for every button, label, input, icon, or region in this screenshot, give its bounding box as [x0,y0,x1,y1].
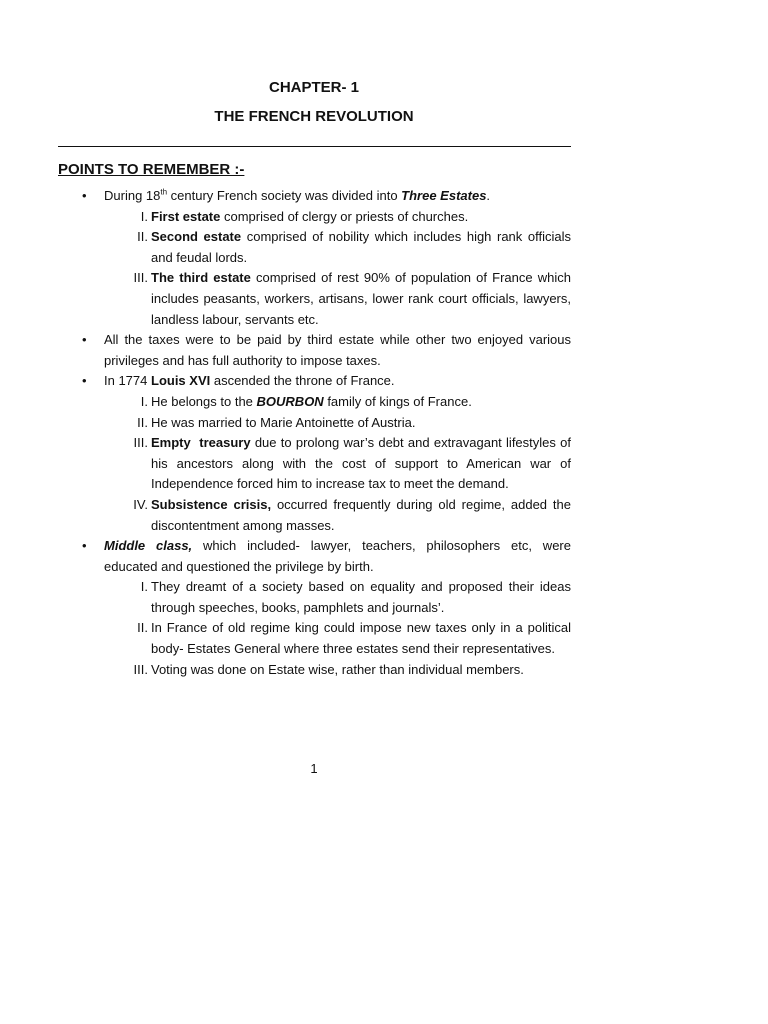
points-list [58,186,571,680]
sub-item: I. He belongs to the BOURBON family of kings of France. [58,392,571,413]
sub-item: III. Voting was done on Estate wise, rather than individual members. [58,660,571,681]
sub-item: IV. Subsistence crisis, occurred frequently during old regime, added the discontentment among masses. [58,495,571,536]
bullet-item: • During 18th century French society was divided into Three Estates. [58,186,571,207]
bullet-item: • All the taxes were to be paid by third estate while other two enjoyed various privileges and has full authority to impose taxes. [82,332,571,368]
roman-numeral: II. [137,620,148,636]
chapter-title: THE FRENCH REVOLUTION [214,108,414,125]
bullet-icon: • [82,332,87,348]
roman-numeral: IV. [133,496,148,512]
horizontal-rule [58,146,571,147]
sub-item: II. In France of old regime king could impose new taxes only in a political body- Estates General where three estates send their representatives. [58,618,571,659]
roman-numeral: II. [137,229,148,245]
roman-numeral: III. [133,435,148,451]
sub-item: I. They dreamt of a society based on equality and proposed their ideas through speeches, books, pamphlets and journals’. [58,577,571,618]
roman-numeral: I. [140,208,148,224]
sub-item: II. He was married to Marie Antoinette of Austria. [58,413,571,434]
roman-numeral: I. [140,579,148,595]
roman-numeral: III. [133,661,148,677]
sub-item: II. Second estate comprised of nobility which includes high rank officials and feudal lords. [58,227,571,268]
bullet-icon: • [82,373,87,389]
bullet-icon: • [82,188,87,203]
roman-numeral: III. [133,270,148,286]
chapter-heading: CHAPTER- 1 [268,79,359,96]
sub-item: III. Empty treasury due to prolong war’s debt and extravagant lifestyles of his ancestors along with the cost of support to American war of Independence forced him to increase tax to meet the demand. [58,433,571,495]
bullet-item: • In 1774 Louis XVI ascended the throne of France. [58,371,571,392]
roman-numeral: II. [137,414,148,430]
bullet-icon: • [82,538,87,554]
sub-item: III. The third estate comprised of rest 90% of population of France which includes peasants, workers, artisans, lower rank court officials, lawyers, landless labour, servants etc. [58,268,571,330]
roman-numeral: I. [140,393,148,409]
bullet-continuation: educated and questioned the privilege by birth. [104,558,374,574]
sub-item: I. First estate comprised of clergy or priests of churches. [58,207,571,228]
section-heading: POINTS TO REMEMBER :- [58,161,245,178]
bullet-item: • Middle class, which included- lawyer, teachers, philosophers etc, were [58,536,571,557]
page-number: 1 [310,761,318,776]
